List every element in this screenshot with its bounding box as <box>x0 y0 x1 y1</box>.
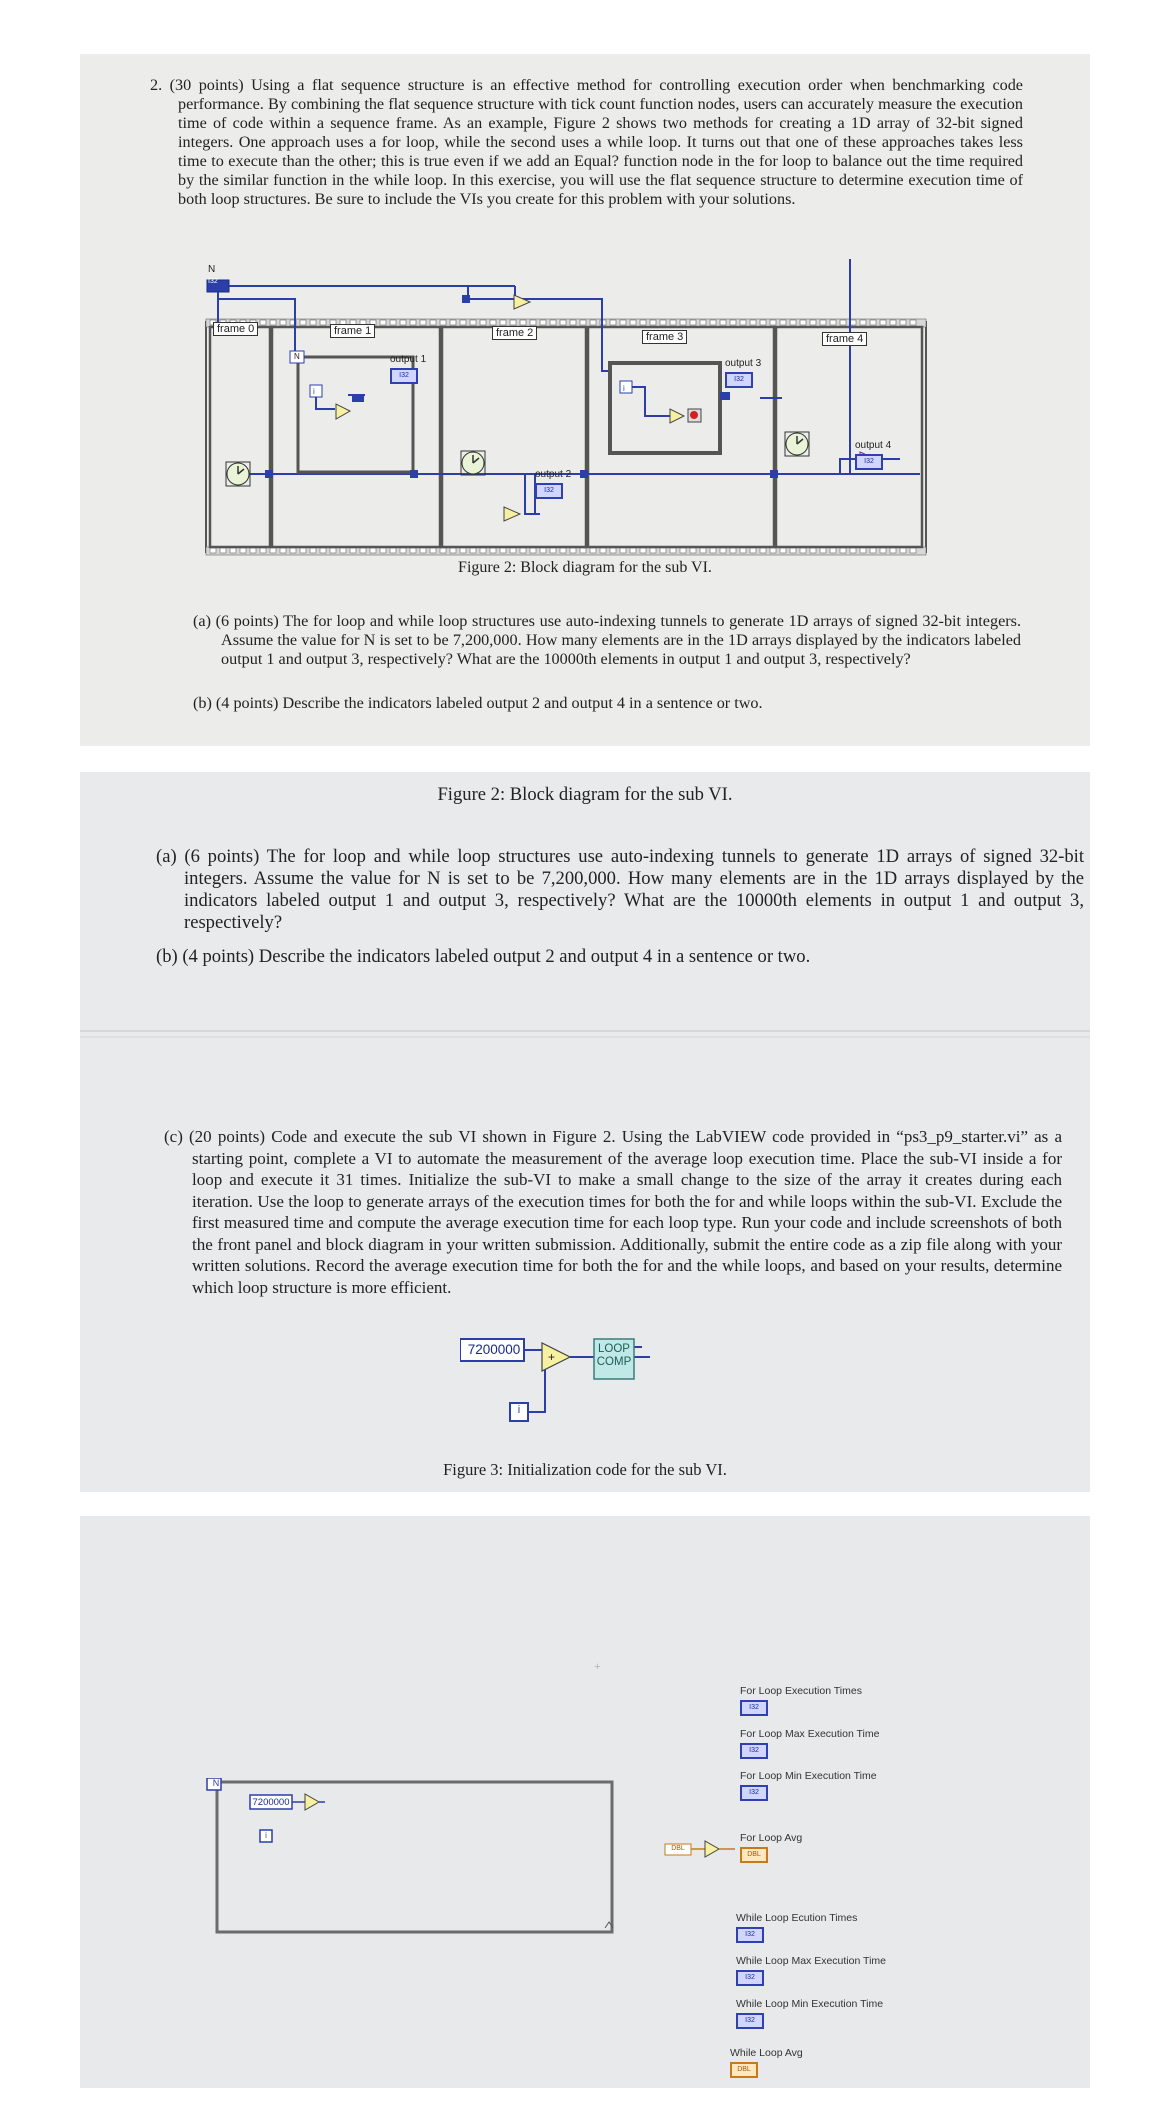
output-2-label: output 2 <box>535 469 572 480</box>
indicator-terminal[interactable]: I32 <box>736 2013 764 2029</box>
figure3-i-terminal: i <box>517 1404 521 1416</box>
output-4-label: output 4 <box>855 440 892 451</box>
indicator-terminal[interactable]: I32 <box>736 1970 764 1986</box>
frame-1-label: frame 1 <box>330 324 375 338</box>
output-2-indicator: I32 <box>535 483 563 499</box>
figure3-constant: 7200000 <box>467 1342 521 1357</box>
output-1-indicator: I32 <box>390 368 418 384</box>
frame-4-label: frame 4 <box>822 332 867 346</box>
problem-intro: 2. (30 points) Using a flat sequence structure is an effective method for controlling execution order when benchmarking code performance. By combining the flat sequence structure with tick count function nodes, users can accurately measure the execution time of code within a sequence frame. As an example, Figure 2 shows two methods for creating a 1D array of 32-bit signed integers. One approach uses a for loop, while the second uses a while loop. It turns out that one of these approaches takes less time to execute than the other; this is true even if we add an Equal? function node in the for loop to balance out the time required by the similar function in the while loop. In this exercise, you will use the flat sequence structure to determine execution time of both loop structures. Be sure to include the VIs you create for this problem with your solutions. <box>150 76 1023 208</box>
indicator-terminal[interactable]: I32 <box>740 1700 768 1716</box>
frame1-n-terminal: N <box>294 352 300 361</box>
output-1-label: output 1 <box>390 354 427 365</box>
indicator-label: For Loop Execution Times <box>740 1685 862 1697</box>
frame-3-label: frame 3 <box>642 330 687 344</box>
indicator-label: For Loop Max Execution Time <box>740 1728 880 1740</box>
indicator-terminal[interactable]: DBL <box>740 1847 768 1863</box>
starter-constant: 7200000 <box>252 1797 290 1808</box>
question-b-zoom: (b) (4 points) Describe the indicators labeled output 2 and output 4 in a sentence or two. <box>156 946 811 967</box>
frame1-i-terminal: i <box>313 387 315 396</box>
n-label: N <box>208 264 216 275</box>
figure3-subvi-line2: COMP <box>596 1356 632 1368</box>
indicator-terminal[interactable]: I32 <box>740 1785 768 1801</box>
figure3-subvi-line1: LOOP <box>598 1343 630 1355</box>
starter-n-terminal: N <box>212 1778 220 1788</box>
output-3-label: output 3 <box>725 358 762 369</box>
problem-page-top <box>80 54 1090 746</box>
n-type: I32 <box>208 278 218 285</box>
question-c: (c) (20 points) Code and execute the sub VI shown in Figure 2. Using the LabVIEW code provided in “ps3_p9_starter.vi” as a starting point, complete a VI to automate the measurement of the average loop execution time. Place the sub-VI inside a for loop and execute it 31 times. Initialize the sub-VI to make a small change to the size of the array it creates during each iteration. Use the loop to generate arrays of the execution times for both the for and while loops within the sub-VI. Exclude the first measured time and compute the average execution time for each loop type. Run your code and include screenshots of both the front panel and block diagram in your written submission. Additionally, submit the entire code as a zip file along with your written solutions. Record the average execution time for both the for and the while loops, and based on your results, determine which loop structure is more efficient. <box>164 1127 1062 1297</box>
svg-text:+: + <box>548 1350 556 1364</box>
indicator-label: While Loop Max Execution Time <box>736 1955 886 1967</box>
indicator-label: While Loop Min Execution Time <box>736 1998 884 2010</box>
figure2-block-diagram <box>200 259 1010 609</box>
frame-2-label: frame 2 <box>492 326 537 340</box>
indicator-label: While Loop Ecution Times <box>736 1912 858 1924</box>
indicator-label: While Loop Avg <box>730 2047 803 2059</box>
starter-i-terminal: i <box>265 1831 267 1840</box>
problem-page-middle <box>80 772 1090 1492</box>
indicator-terminal[interactable]: I32 <box>736 1927 764 1943</box>
starter-vi-screenshot: + N 7200000 i DBL For Loop Execution Times I32 For Loop Max Execution Time I32 For Loop Min Execution Time I32 For Loop Avg DBL While Loop Ecution Times I32 While Loop Max Execution Time I32 While Loop Min Execution Time I32 While Loop Avg DBL <box>80 1516 1090 2088</box>
output-4-indicator: I32 <box>855 454 883 470</box>
indicator-terminal[interactable]: DBL <box>730 2062 758 2078</box>
frame3-i-terminal: i <box>623 384 625 393</box>
figure3-caption: Figure 3: Initialization code for the sub VI. <box>443 1460 727 1479</box>
figure2-caption-zoom: Figure 2: Block diagram for the sub VI. <box>437 784 733 805</box>
question-a: (a) (6 points) The for loop and while loop structures use auto-indexing tunnels to generate 1D arrays of signed 32-bit integers. Assume the value for N is set to be 7,200,000. How many elements are in the 1D arrays displayed by the indicators labeled output 1 and output 3, respectively? What are the 10000th elements in output 1 and output 3, respectively? <box>193 612 1021 668</box>
frame-0-label: frame 0 <box>213 322 258 336</box>
indicator-label: For Loop Avg <box>740 1832 803 1844</box>
indicator-terminal[interactable]: I32 <box>740 1743 768 1759</box>
starter-dbl-constant: DBL <box>671 1845 685 1852</box>
figure2-caption: Figure 2: Block diagram for the sub VI. <box>458 559 712 576</box>
question-b: (b) (4 points) Describe the indicators labeled output 2 and output 4 in a sentence or two. <box>193 694 763 712</box>
output-3-indicator: I32 <box>725 372 753 388</box>
indicator-label: For Loop Min Execution Time <box>740 1770 877 1782</box>
question-a-zoom: (a) (6 points) The for loop and while loop structures use auto-indexing tunnels to generate 1D arrays of signed 32-bit integers. Assume the value for N is set to be 7,200,000. How many elements are in the 1D arrays displayed by the indicators labeled output 1 and output 3, respectively? What are the 10000th elements in output 1 and output 3, respectively? <box>156 846 1084 933</box>
